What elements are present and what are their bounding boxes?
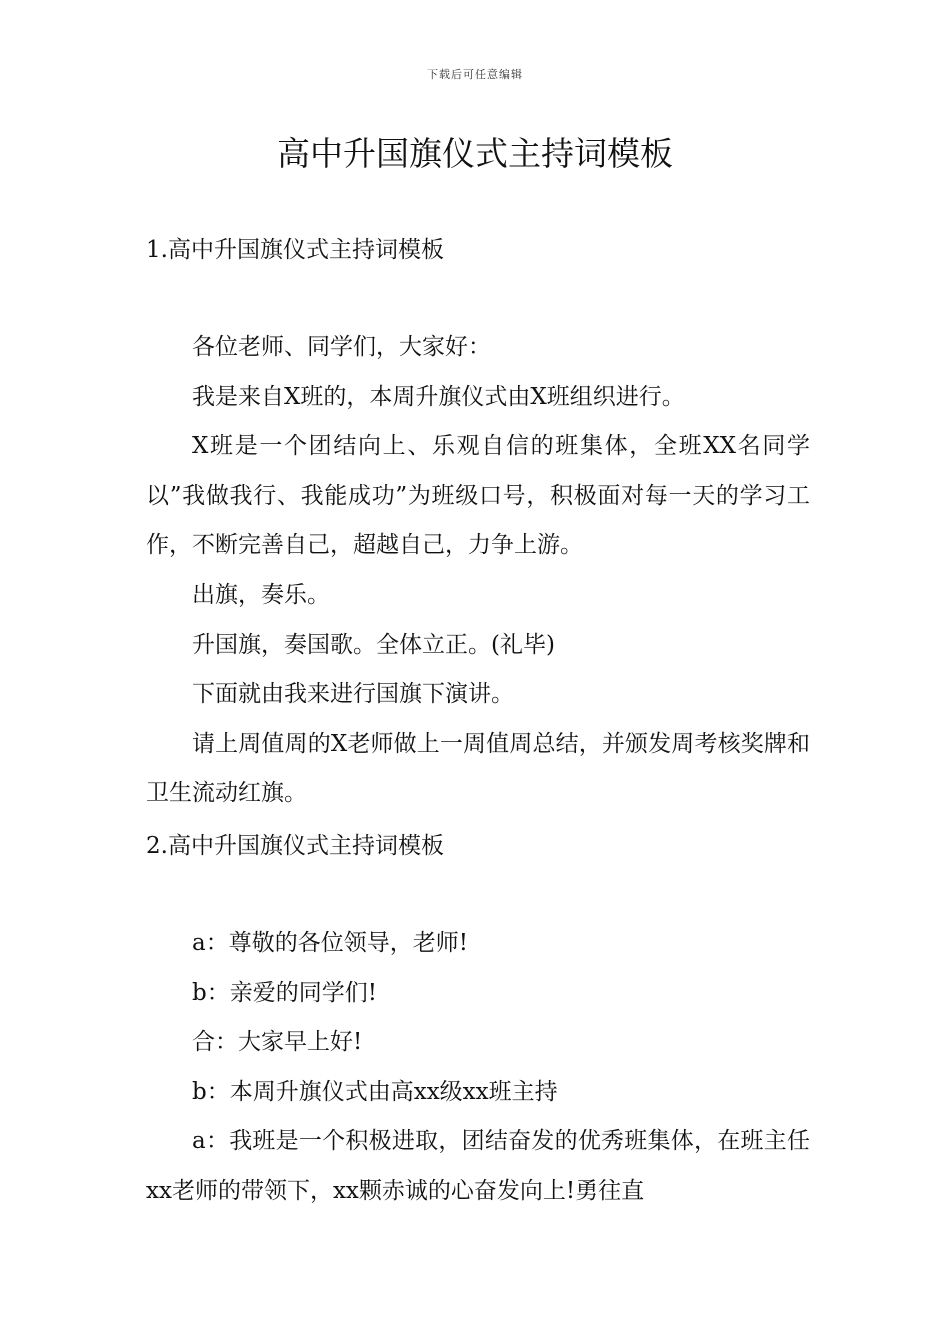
document-title: 高中升国旗仪式主持词模板	[277, 134, 673, 173]
paragraph-a-greeting: a：尊敬的各位领导，老师!	[192, 930, 468, 956]
section-2-body	[146, 919, 810, 1217]
paragraph-speech: 下面就由我来进行国旗下演讲。	[192, 681, 514, 708]
section-1-body	[146, 323, 810, 819]
paragraph-b-greeting: b：亲爱的同学们!	[192, 979, 377, 1006]
section-2-heading: 2.高中升国旗仪式主持词模板	[146, 833, 444, 859]
paragraph-class-description: X班是一个团结向上、乐观自信的班集体，全班XX名同学以”我做我行、我能成功”为班级口号，积极面对每一天的学习工作，不断完善自己，超越自己，力争上游。	[146, 433, 810, 559]
section-1-heading: 1.高中升国旗仪式主持词模板	[146, 237, 444, 263]
paragraph-raise-flag: 升国旗，奏国歌。全体立正。(礼毕)	[192, 631, 555, 658]
paragraph-weekly-summary: 请上周值周的X老师做上一周值周总结，并颁发周考核奖牌和卫生流动红旗。	[146, 730, 810, 807]
header-note: 下载后可任意编辑	[427, 68, 523, 81]
paragraph-greeting: 各位老师、同学们，大家好：	[192, 334, 491, 360]
paragraph-flag-out: 出旗，奏乐。	[192, 581, 330, 608]
paragraph-intro: 我是来自X班的，本周升旗仪式由X班组织进行。	[192, 383, 685, 410]
paragraph-together-greeting: 合：大家早上好!	[192, 1029, 363, 1056]
paragraph-b-host: b：本周升旗仪式由高xx级xx班主持	[192, 1078, 558, 1105]
paragraph-a-class-intro: a：我班是一个积极进取，团结奋发的优秀班集体，在班主任xx老师的带领下，xx颗赤诚的心奋发向上!勇往直	[146, 1128, 810, 1204]
